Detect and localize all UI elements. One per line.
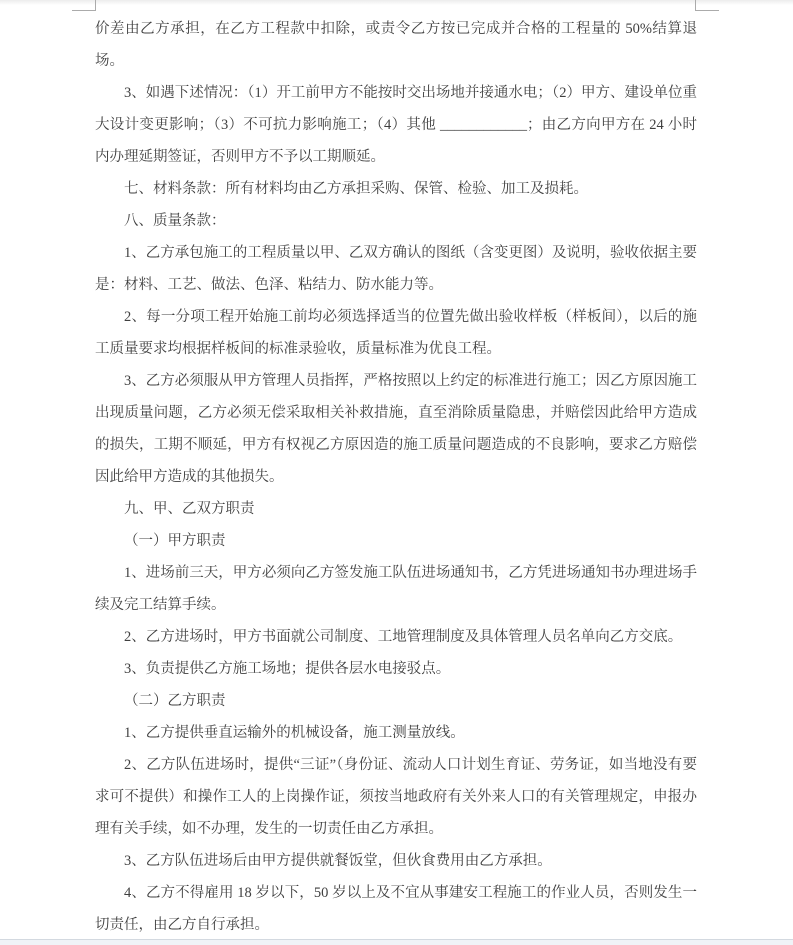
paragraph[interactable]: 3、如遇下述情况：（1）开工前甲方不能按时交出场地并接通水电；（2）甲方、建设单位重大设计变更影响；（3）不可抗力影响施工；（4）其他 ____________；由乙方向甲方在 24 小时内办理延期签证，否则甲方不予以工期顺延。 xyxy=(95,85,697,165)
paragraph[interactable]: 八、质量条款： xyxy=(124,213,226,229)
paragraph[interactable]: 4、乙方不得雇用 18 岁以下，50 岁以上及不宜从事建安工程施工的作业人员，否则发生一切责任，由乙方自行承担。 xyxy=(95,885,697,933)
paragraph[interactable]: 价差由乙方承担，在乙方工程款中扣除，或责令乙方按已完成并合格的工程量的 50%结算退场。 xyxy=(95,21,697,69)
paragraph[interactable]: 2、每一分项工程开始施工前均必须选择适当的位置先做出验收样板（样板间），以后的施工质量要求均根据样板间的标准录验收，质量标准为优良工程。 xyxy=(95,309,697,357)
paragraph[interactable]: 2、乙方进场时，甲方书面就公司制度、工地管理制度及具体管理人员名单向乙方交底。 xyxy=(124,629,683,645)
paragraph[interactable]: 3、乙方必须服从甲方管理人员指挥，严格按照以上约定的标准进行施工；因乙方原因施工出现质量问题，乙方必须无偿采取相关补救措施，直至消除质量隐患，并赔偿因此给甲方造成的损失，工期不顺延，甲方有权视乙方原因造的施工质量问题造成的不良影响，要求乙方赔偿因此给甲方造成的其他损失。 xyxy=(95,373,697,485)
window-top-edge xyxy=(0,0,793,5)
paragraph[interactable]: 2、乙方队伍进场时，提供“三证”（身份证、流动人口计划生育证、劳务证，如当地没有要求可不提供）和操作工人的上岗操作证，须按当地政府有关外来人口的有关管理规定，申报办理有关手续，如不办理，发生的一切责任由乙方承担。 xyxy=(95,757,697,837)
paragraph[interactable]: 1、乙方承包施工的工程质量以甲、乙双方确认的图纸（含变更图）及说明，验收依据主要是：材料、工艺、做法、色泽、粘结力、防水能力等。 xyxy=(95,245,697,293)
paragraph-heading[interactable]: （一）甲方职责 xyxy=(124,533,226,549)
paragraph[interactable]: 七、材料条款：所有材料均由乙方承担采购、保管、检验、加工及损耗。 xyxy=(124,181,588,197)
margin-crop-mark-top-right xyxy=(695,0,719,11)
horizontal-scrollbar[interactable] xyxy=(0,939,793,945)
document-body[interactable] xyxy=(95,10,697,941)
paragraph[interactable]: 3、乙方队伍进场后由甲方提供就餐饭堂，但伙食费用由乙方承担。 xyxy=(124,853,552,869)
paragraph[interactable]: 3、负责提供乙方施工场地；提供各层水电接驳点。 xyxy=(124,661,451,677)
margin-crop-mark-top-left xyxy=(72,0,96,11)
paragraph[interactable]: 1、进场前三天，甲方必须向乙方签发施工队伍进场通知书，乙方凭进场通知书办理进场手续及完工结算手续。 xyxy=(95,565,697,613)
paragraph-heading[interactable]: （二）乙方职责 xyxy=(124,693,226,709)
paragraph-heading[interactable]: 九、甲、乙双方职责 xyxy=(124,501,255,517)
paragraph[interactable]: 1、乙方提供垂直运输外的机械设备，施工测量放线。 xyxy=(124,725,465,741)
